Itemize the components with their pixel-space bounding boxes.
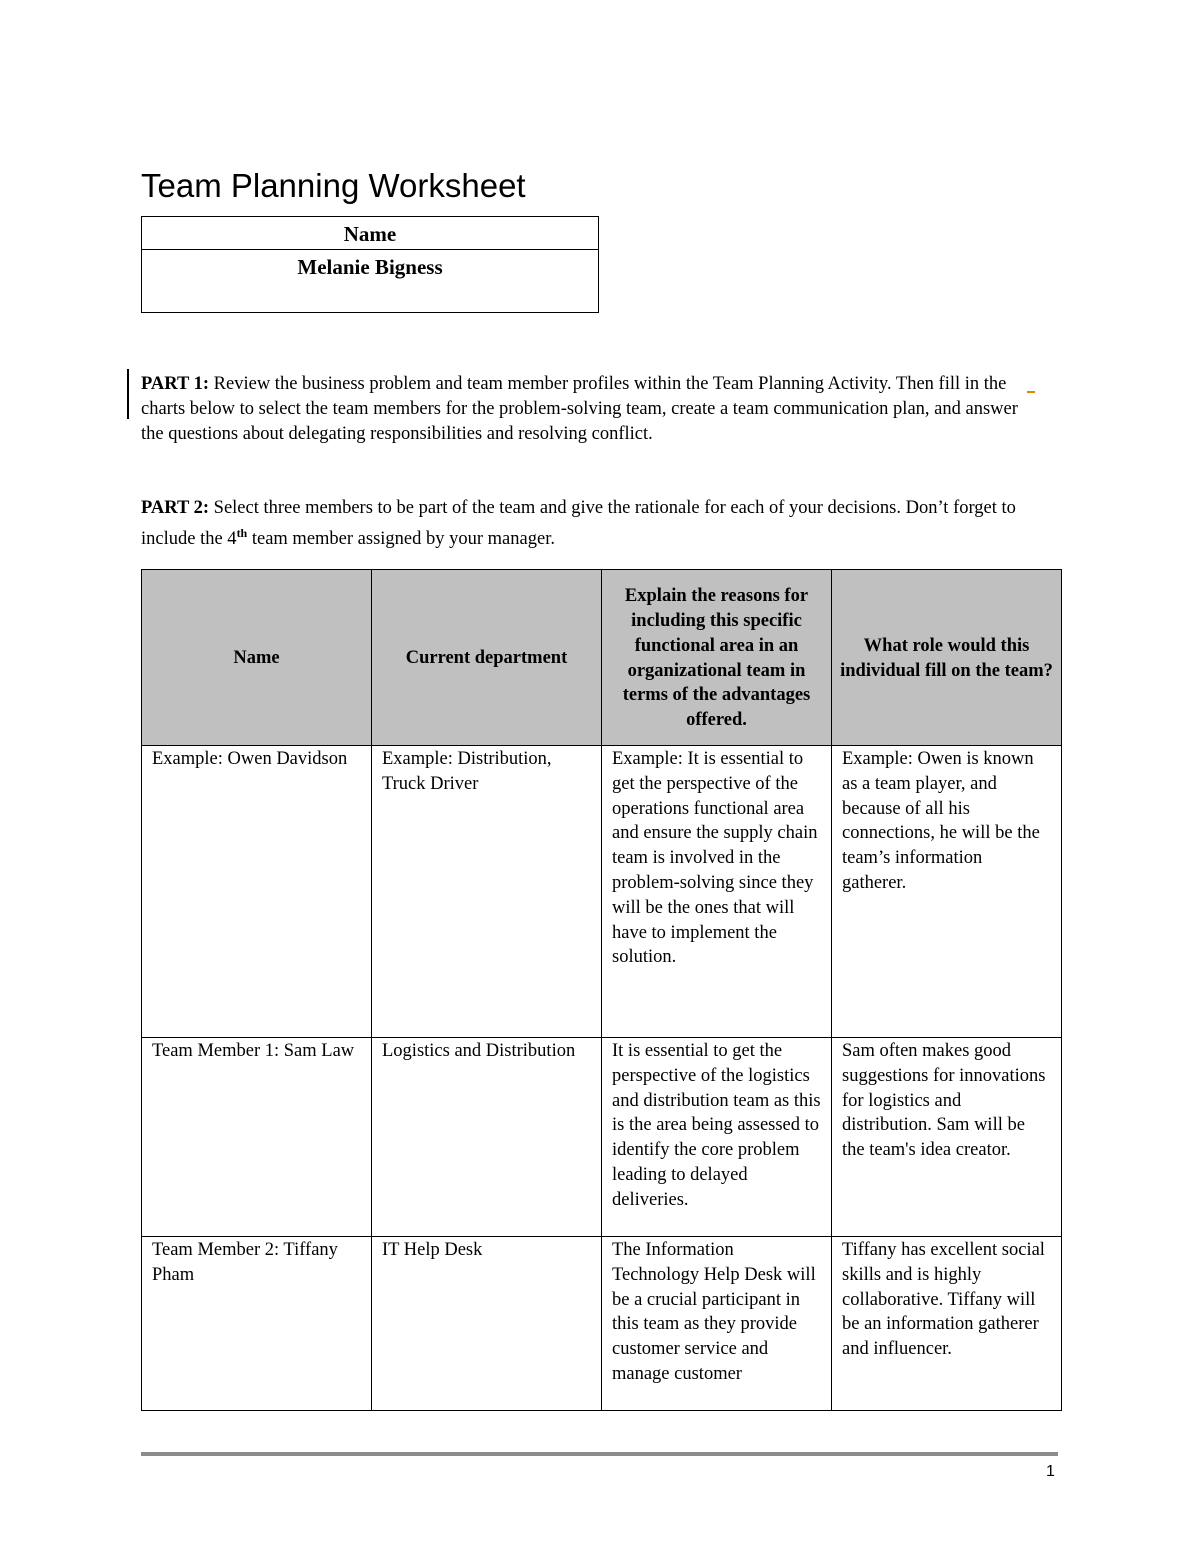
part2-superscript: th	[236, 526, 248, 540]
part1-paragraph	[141, 372, 1041, 447]
cell-reasons: Example: It is essential to get the perspective of the operations functional area and ensure the supply chain team is involved in the problem-solving since they will be the ones that will have to implement the solution.	[602, 746, 832, 1038]
part2-text-a: Select three members to be part of the team and give the rationale for each of your decisions. Don’t forget to include the 4	[141, 498, 1016, 550]
cell-name: Team Member 2: Tiffany Pham	[142, 1237, 372, 1411]
cell-department: Example: Distribution, Truck Driver	[372, 746, 602, 1038]
part1-text: Review the business problem and team member profiles within the Team Planning Activity. Then fill in the charts below to select the team members for the problem-solving team, create a team communication plan, and answer the questions about delegating responsibilities and resolving conflict.	[141, 374, 1018, 444]
revision-bar	[127, 369, 129, 419]
footer-divider	[141, 1452, 1058, 1456]
cell-name: Team Member 1: Sam Law	[142, 1038, 372, 1237]
cell-role: Example: Owen is known as a team player, and because of all his connections, he will be the team’s information gatherer.	[832, 746, 1062, 1038]
table-header-row	[142, 570, 1062, 746]
cell-department: IT Help Desk	[372, 1237, 602, 1411]
part2-text-b: team member assigned by your manager.	[247, 529, 555, 550]
name-box-header: Name	[142, 217, 598, 250]
page-number: 1	[1046, 1463, 1055, 1480]
table-row	[142, 1237, 1062, 1411]
part2-paragraph	[141, 496, 1041, 552]
cell-department: Logistics and Distribution	[372, 1038, 602, 1237]
header-role: What role would this individual fill on the team?	[832, 570, 1062, 746]
cell-reasons: The Information Technology Help Desk will be a crucial participant in this team as they provide customer service and manage customer	[602, 1237, 832, 1411]
header-department: Current department	[372, 570, 602, 746]
name-box	[141, 216, 599, 313]
cell-name: Example: Owen Davidson	[142, 746, 372, 1038]
header-reasons: Explain the reasons for including this specific functional area in an organizational team in terms of the advantages offered.	[602, 570, 832, 746]
table-row	[142, 1038, 1062, 1237]
part2-label: PART 2:	[141, 498, 210, 518]
name-box-value: Melanie Bigness	[297, 255, 443, 279]
header-name: Name	[142, 570, 372, 746]
cell-role: Sam often makes good suggestions for innovations for logistics and distribution. Sam will be the team's idea creator.	[832, 1038, 1062, 1237]
part1-label: PART 1:	[141, 374, 210, 394]
cell-reasons: It is essential to get the perspective of the logistics and distribution team as this is the area being assessed to identify the core problem leading to delayed deliveries.	[602, 1038, 832, 1237]
team-members-table	[141, 569, 1062, 1411]
cell-role: Tiffany has excellent social skills and is highly collaborative. Tiffany will be an information gatherer and influencer.	[832, 1237, 1062, 1411]
page-title: Team Planning Worksheet	[141, 167, 526, 204]
table-row	[142, 746, 1062, 1038]
